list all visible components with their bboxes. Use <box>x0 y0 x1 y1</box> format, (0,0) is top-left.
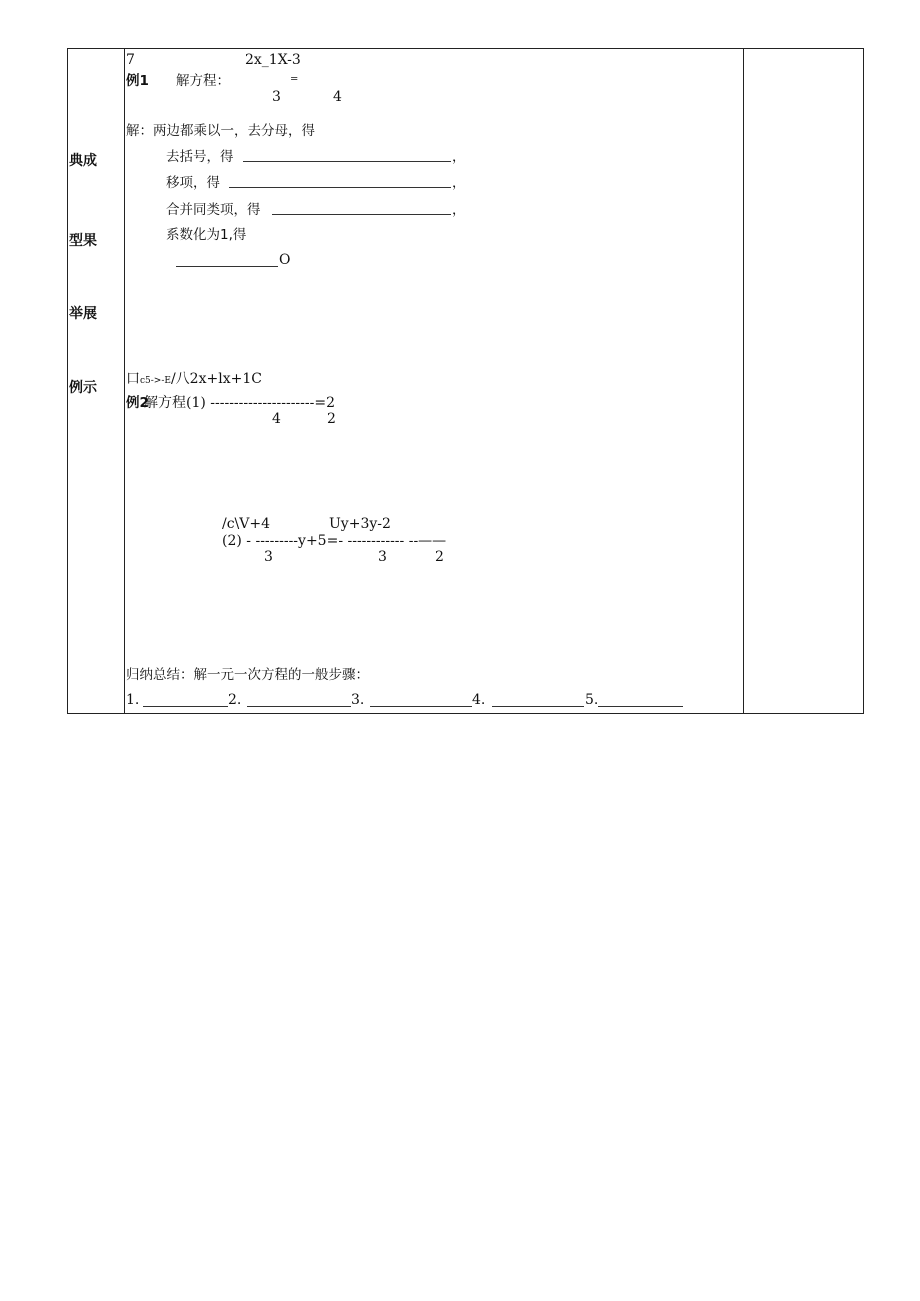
ex2-garbled-rest: /八2x+lx+1C <box>170 371 262 387</box>
ex1-blank-combine[interactable] <box>272 214 451 215</box>
ex1-numerator: 2x_1X-3 <box>245 52 301 68</box>
ex2-denominator-1: 4 <box>272 411 281 427</box>
ex1-number: 7 <box>126 52 135 68</box>
ex1-step-brackets: 去括号，得 <box>166 149 234 165</box>
ex1-comma-2: ， <box>452 175 466 191</box>
side-label-3: 举展 <box>69 306 97 322</box>
ex1-blank-result[interactable] <box>176 266 278 267</box>
ex2-label: 例2 <box>126 395 149 411</box>
column-divider-right <box>743 48 744 714</box>
ex1-step-coefficient: 系数化为1,得 <box>166 227 247 243</box>
side-label-2: 型果 <box>69 233 97 249</box>
ex2-garbled-line <box>126 371 262 389</box>
ex1-step-combine: 合并同类项，得 <box>166 202 261 218</box>
ex1-comma-1: ， <box>452 149 466 165</box>
summary-blank-3[interactable] <box>370 706 472 707</box>
summary-step-4: 4. <box>472 692 486 708</box>
side-label-1: 典成 <box>69 153 97 169</box>
column-divider-left <box>124 48 125 714</box>
summary-title: 归纳总结：解一元一次方程的一般步骤： <box>126 667 369 683</box>
ex1-label: 例1 <box>126 73 149 89</box>
ex1-end-mark: O <box>279 252 291 268</box>
ex2-p2-denominator-2: 3 <box>378 549 387 565</box>
ex1-denominator-2: 4 <box>333 89 342 105</box>
ex1-step-move: 移项，得 <box>166 175 220 191</box>
summary-blank-4[interactable] <box>492 706 584 707</box>
ex2-p2-numerator-2: Uy+3y-2 <box>329 516 391 532</box>
summary-step-1: 1. <box>126 692 140 708</box>
ex2-denominator-2: 2 <box>327 411 336 427</box>
ex2-p2-denominator-1: 3 <box>264 549 273 565</box>
ex1-step-intro: 解：两边都乘以一，去分母，得 <box>126 123 315 139</box>
summary-blank-2[interactable] <box>247 706 351 707</box>
ex1-equals: = <box>290 74 299 85</box>
ex2-p2-numerator-1: /c\V+4 <box>222 516 271 532</box>
ex2-garbled-prefix: 口 <box>126 371 140 387</box>
ex2-instruction: 解方程(1) ----------------------=2 <box>144 395 335 411</box>
ex2-p2-denominator-3: 2 <box>435 549 444 565</box>
summary-step-5: 5. <box>585 692 599 708</box>
side-label-4: 例示 <box>69 380 97 396</box>
summary-blank-1[interactable] <box>143 706 228 707</box>
ex1-denominator-1: 3 <box>272 89 281 105</box>
ex2-garbled-small: c5->-E <box>140 376 171 386</box>
summary-blank-5[interactable] <box>598 706 683 707</box>
ex1-blank-brackets[interactable] <box>243 161 451 162</box>
ex1-instruction: 解方程： <box>176 73 230 89</box>
ex1-blank-move[interactable] <box>229 187 451 188</box>
summary-step-3: 3. <box>351 692 365 708</box>
ex1-comma-3: ， <box>452 202 466 218</box>
summary-step-2: 2. <box>228 692 242 708</box>
ex2-p2-equation: (2) - ---------y+5=- ------------ --—— <box>222 533 447 549</box>
